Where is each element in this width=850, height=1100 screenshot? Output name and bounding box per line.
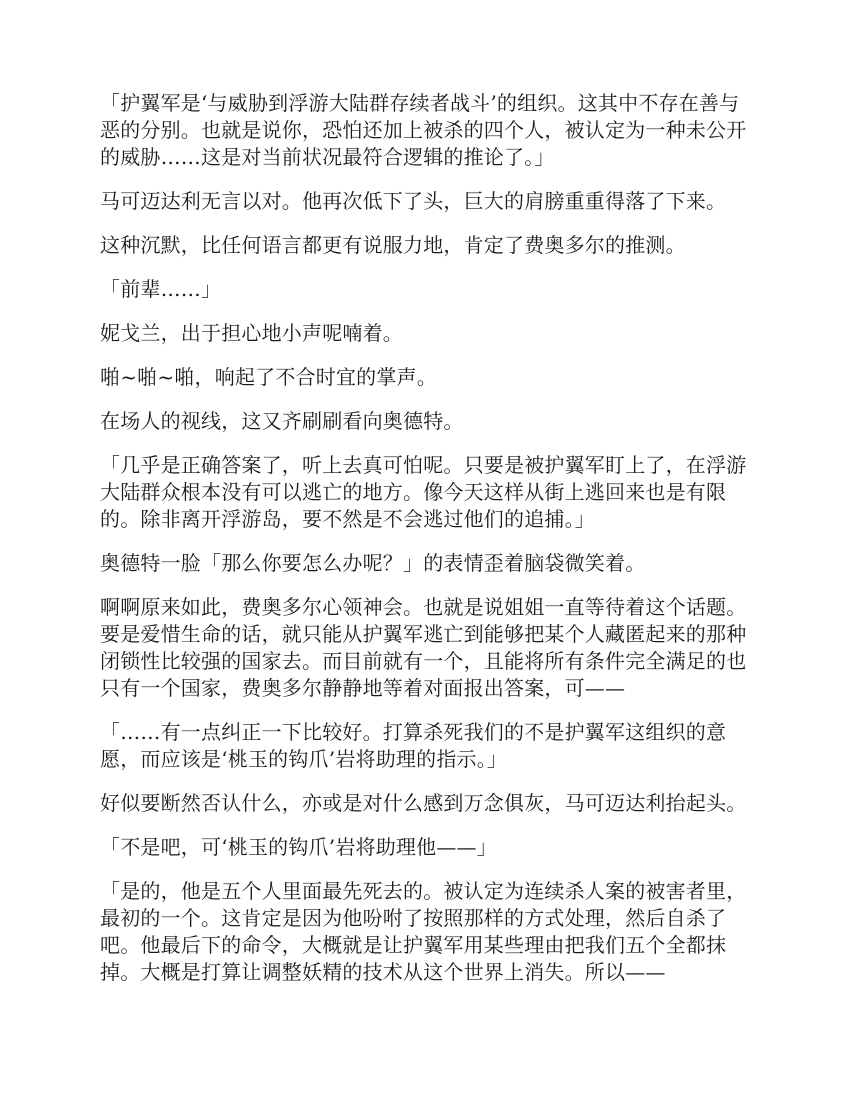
paragraph: 啊啊原来如此，费奥多尔心领神会。也就是说姐姐一直等待着这个话题。要是爱惜生命的话，就只能从护翼军逃亡到能够把某个人藏匿起来的那种闭锁性比较强的国家去。而目前就有一个，且能将所有条件完全满足的也只有一个国家，费奥多尔静静地等着对面报出答案，可—— xyxy=(100,595,747,700)
paragraph: 「护翼军是‘与威胁到浮游大陆群存续者战斗’的组织。这其中不存在善与恶的分别。也就是说你，恐怕还加上被杀的四个人，被认定为一种未公开的威胁……这是对当前状况最符合逻辑的推论了。」 xyxy=(100,91,747,169)
paragraph: 「是的，他是五个人里面最先死去的。被认定为连续杀人案的被害者里，最初的一个。这肯定是因为他吩咐了按照那样的方式处理，然后自杀了吧。他最后下的命令，大概就是让护翼军用某些理由把我们五个全都抹掉。大概是打算让调整妖精的技术从这个世界上消失。所以—— xyxy=(100,879,747,984)
paragraph: 「……有一点纠正一下比较好。打算杀死我们的不是护翼军这组织的意愿，而应该是‘桃玉的钩爪’岩将助理的指示。」 xyxy=(100,720,727,771)
paragraph: 「前辈……」 xyxy=(100,277,222,301)
paragraph: 啪~啪~啪，响起了不合时宜的掌声。 xyxy=(100,365,437,389)
paragraph: 「不是吧，可‘桃玉的钩爪’岩将助理他——」 xyxy=(100,835,497,859)
paragraph: 奥德特一脸「那么你要怎么办呢？」的表情歪着脑袋微笑着。 xyxy=(100,551,646,575)
paragraph: 这种沉默，比任何语言都更有说服力地，肯定了费奥多尔的推测。 xyxy=(100,233,686,257)
paragraph: 在场人的视线，这又齐刷刷看向奥德特。 xyxy=(100,409,464,433)
paragraph: 好似要断然否认什么，亦或是对什么感到万念俱灰，马可迈达利抬起头。 xyxy=(100,791,747,815)
document-page xyxy=(100,90,752,1003)
paragraph: 妮戈兰，出于担心地小声呢喃着。 xyxy=(100,321,403,345)
paragraph: 「几乎是正确答案了，听上去真可怕呢。只要是被护翼军盯上了，在浮游大陆群众根本没有可以逃亡的地方。像今天这样从街上逃回来也是有限的。除非离开浮游岛，要不然是不会逃过他们的追捕。」 xyxy=(100,453,747,531)
paragraph: 马可迈达利无言以对。他再次低下了头，巨大的肩膀重重得落了下来。 xyxy=(100,189,727,213)
